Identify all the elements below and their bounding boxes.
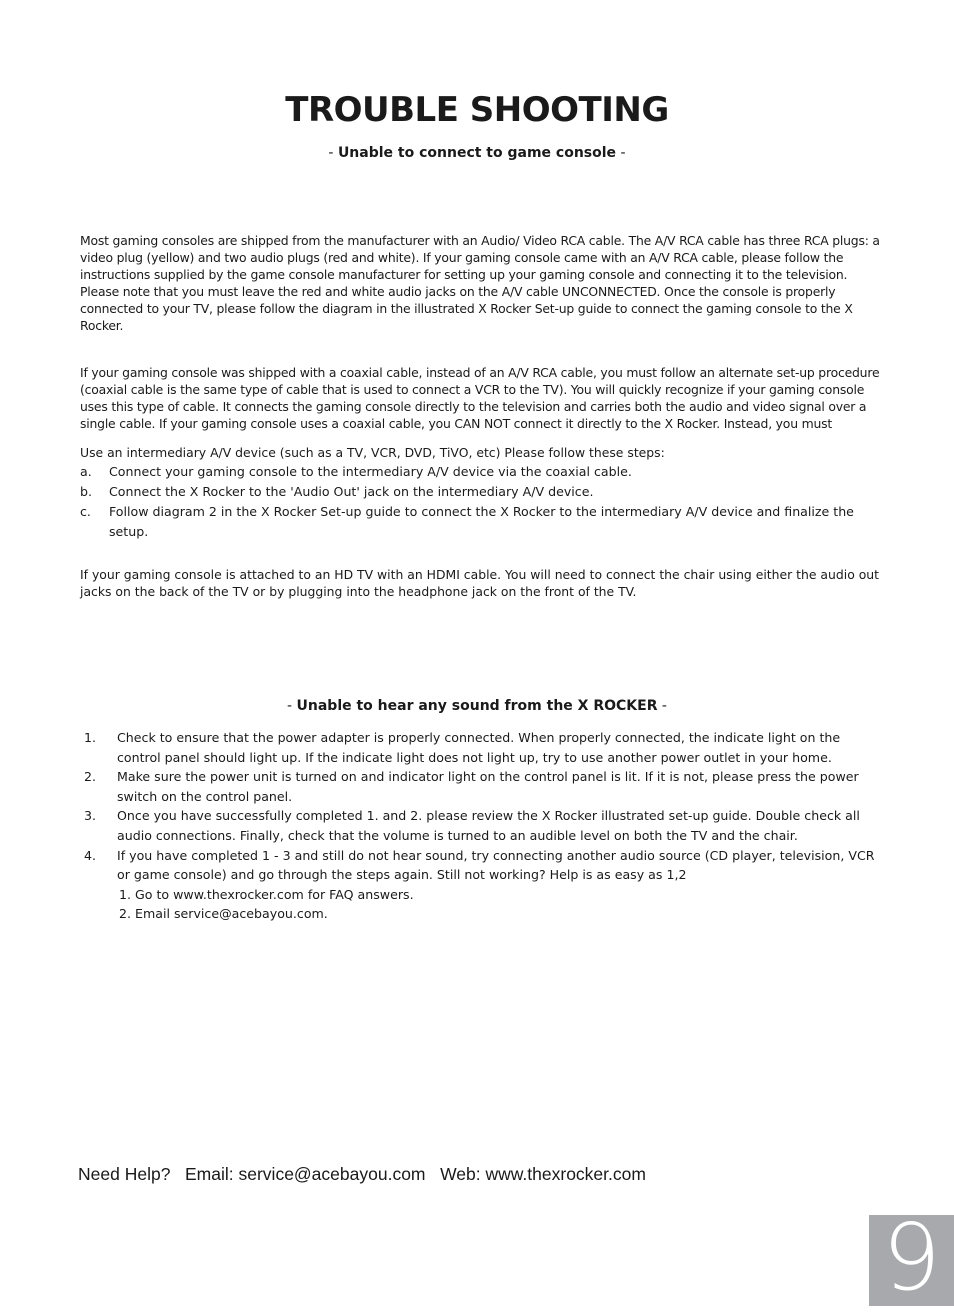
page-number: 9 <box>882 1204 941 1311</box>
list-item-text: Once you have successfully completed 1. and 2. please review the X Rocker illustrated set-up guide. Double check all audio connections. Finally, check that the volume is turned to an audible level on both the TV and the chair. <box>117 808 860 843</box>
page-title: TROUBLE SHOOTING <box>285 90 669 130</box>
list-item <box>80 502 880 542</box>
sound-steps-list <box>84 728 884 924</box>
paragraph-intermediary-intro: Use an intermediary A/V device (such as a TV, VCR, DVD, TiVO, etc) Please follow these steps: <box>80 445 665 460</box>
list-item <box>84 728 884 767</box>
list-marker: 2. <box>84 769 97 785</box>
list-item-text: If you have completed 1 - 3 and still do not hear sound, try connecting another audio source (CD player, television, VCR or game console) and go through the steps again. Still not working? Help is as easy as 1,2 <box>117 847 875 883</box>
steps-list <box>80 462 880 542</box>
paragraph-hdmi: If your gaming console is attached to an HD TV with an HDMI cable. You will need to connect the chair using either the audio out jacks on the back of the TV or by plugging into the headphone jack on the front of the TV. <box>80 567 880 599</box>
list-item <box>84 767 884 806</box>
list-marker: b. <box>80 484 92 499</box>
list-item-text: Check to ensure that the power adapter is properly connected. When properly connected, the indicate light on the control panel should light up. If the indicate light does not light up, try to use another power outlet in your home. <box>117 730 841 765</box>
list-marker: c. <box>80 504 91 519</box>
paragraph-rca-cable: Most gaming consoles are shipped from the manufacturer with an Audio/ Video RCA cable. The A/V RCA cable has three RCA plugs: a video plug (yellow) and two audio plugs (red and white). If your gaming console came with an A/V RCA cable, please follow the instructions supplied by the game console manufacturer for setting up your gaming console and connecting it to the television. Please note that you must leave the red and white audio jacks on the A/V cable UNCONNECTED. Once the console is properly connected to your TV, please follow the diagram in the illustrated X Rocker Set-up guide to connect the gaming console to the X Rocker. <box>80 233 880 333</box>
list-item <box>84 846 884 924</box>
list-item <box>84 806 884 845</box>
list-item-text: Make sure the power unit is turned on and indicator light on the control panel is lit. If it is not, please press the power switch on the control panel. <box>117 769 859 804</box>
help-option-faq: 1. Go to www.thexrocker.com for FAQ answers. <box>119 886 414 902</box>
list-item <box>80 482 880 502</box>
list-item <box>80 462 880 482</box>
heading-text: Unable to connect to game console <box>337 145 617 161</box>
page-number-box <box>869 1204 954 1311</box>
help-footer: Need Help? Email: service@acebayou.com Web: www.thexrocker.com <box>78 1164 646 1184</box>
paragraph-coaxial-cable: If your gaming console was shipped with a coaxial cable, instead of an A/V RCA cable, you must follow an alternate set-up procedure (coaxial cable is the same type of cable that is used to connect a VCR to the TV). You will quickly recognize if your gaming console uses this type of cable. It connects the gaming console directly to the television and carries both the audio and video signal over a single cable. If your gaming console uses a coaxial cable, you CAN NOT connect it directly to the X Rocker. Instead, you must <box>80 365 880 431</box>
list-item-text: Connect your gaming console to the intermediary A/V device via the coaxial cable. <box>109 464 632 479</box>
heading-dash-left: - <box>287 698 297 714</box>
heading-dash-left: - <box>328 145 338 161</box>
heading-text: Unable to hear any sound from the X ROCKER <box>296 698 658 714</box>
list-marker: 4. <box>84 847 97 863</box>
list-item-text: Follow diagram 2 in the X Rocker Set-up guide to connect the X Rocker to the intermediary A/V device and finalize the setup. <box>109 504 854 539</box>
section-heading-sound <box>0 698 954 714</box>
list-marker: 3. <box>84 808 97 824</box>
heading-dash-right: - <box>616 145 626 161</box>
help-option-email: 2. Email service@acebayou.com. <box>119 906 328 922</box>
list-marker: 1. <box>84 730 97 745</box>
list-item-text: Connect the X Rocker to the 'Audio Out' jack on the intermediary A/V device. <box>109 484 594 499</box>
section-heading-console <box>0 145 954 161</box>
list-marker: a. <box>80 464 92 479</box>
heading-dash-right: - <box>657 698 667 714</box>
